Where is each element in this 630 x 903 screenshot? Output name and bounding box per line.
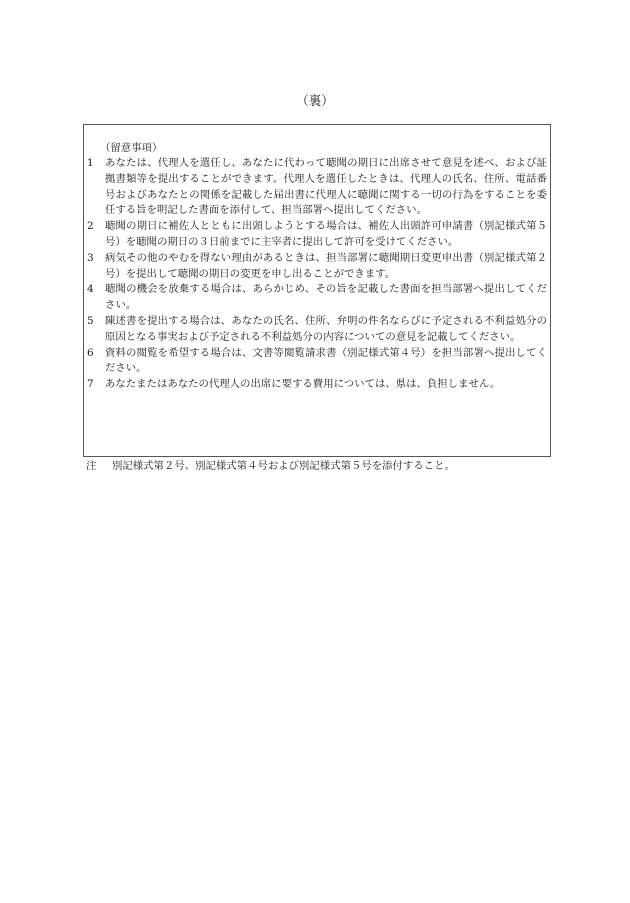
- item-text: あなたまたはあなたの代理人の出席に要する費用については、県は、負担しません。: [105, 378, 501, 391]
- page-heading: （裏）: [296, 93, 334, 108]
- item-number: 6: [87, 346, 94, 359]
- item-number: 2: [87, 220, 94, 233]
- notice-list: [87, 156, 547, 393]
- notice-box: [83, 124, 551, 457]
- item-number: 3: [87, 251, 94, 264]
- footnote: [86, 459, 455, 474]
- notice-item: [87, 282, 547, 314]
- item-text: 聴聞の機会を放棄する場合は、あらかじめ、その旨を記載した書面を担当部署へ提出してください。: [105, 283, 547, 312]
- item-number: 4: [87, 283, 94, 296]
- notice-item: [87, 219, 547, 251]
- item-number: 5: [87, 314, 94, 327]
- footnote-label: 注: [86, 460, 97, 472]
- item-text: 聴聞の期日に補佐人とともに出頭しようとする場合は、補佐人出頭許可申請書（別記様式第５号）を聴聞の期日の３日前までに主宰者に提出して許可を受けてください。: [105, 220, 547, 248]
- item-text: 資料の閲覧を希望する場合は、文書等閲覧請求書（別記様式第４号）を担当部署へ提出してください。: [105, 346, 547, 375]
- notice-item: [87, 346, 547, 378]
- item-text: 病気その他のやむを得ない理由があるときは、担当部署に聴聞期日変更申出書（別記様式第２号）を提出して聴聞の期日の変更を申し出ることができます。: [105, 251, 547, 280]
- item-number: 1: [87, 157, 94, 169]
- item-text: あなたは、代理人を選任し、あなたに代わって聴聞の期日に出席させて意見を述べ、および証拠書類等を提出することができます。代理人を選任したときは、代理人の氏名、住所、電話番号およびあなたとの関係を記載した届出書に代理人に聴聞に関する一切の行為をすることを委任する旨を明記した書面を添付して、担当部署へ提出してください。: [105, 157, 547, 217]
- notice-heading: （留意事項）: [100, 142, 163, 154]
- notice-item: [87, 377, 547, 393]
- item-text: 陳述書を提出する場合は、あなたの氏名、住所、弁明の件名ならびに予定される不利益処分の原因となる事実および予定される不利益処分の内容についての意見を記載してください。: [105, 314, 547, 343]
- item-number: 7: [87, 378, 94, 391]
- notice-item: [87, 314, 547, 346]
- notice-item: [87, 251, 547, 283]
- notice-item: [87, 156, 547, 219]
- footnote-text: 別記様式第２号、別記様式第４号および別記様式第５号を添付すること。: [112, 460, 455, 472]
